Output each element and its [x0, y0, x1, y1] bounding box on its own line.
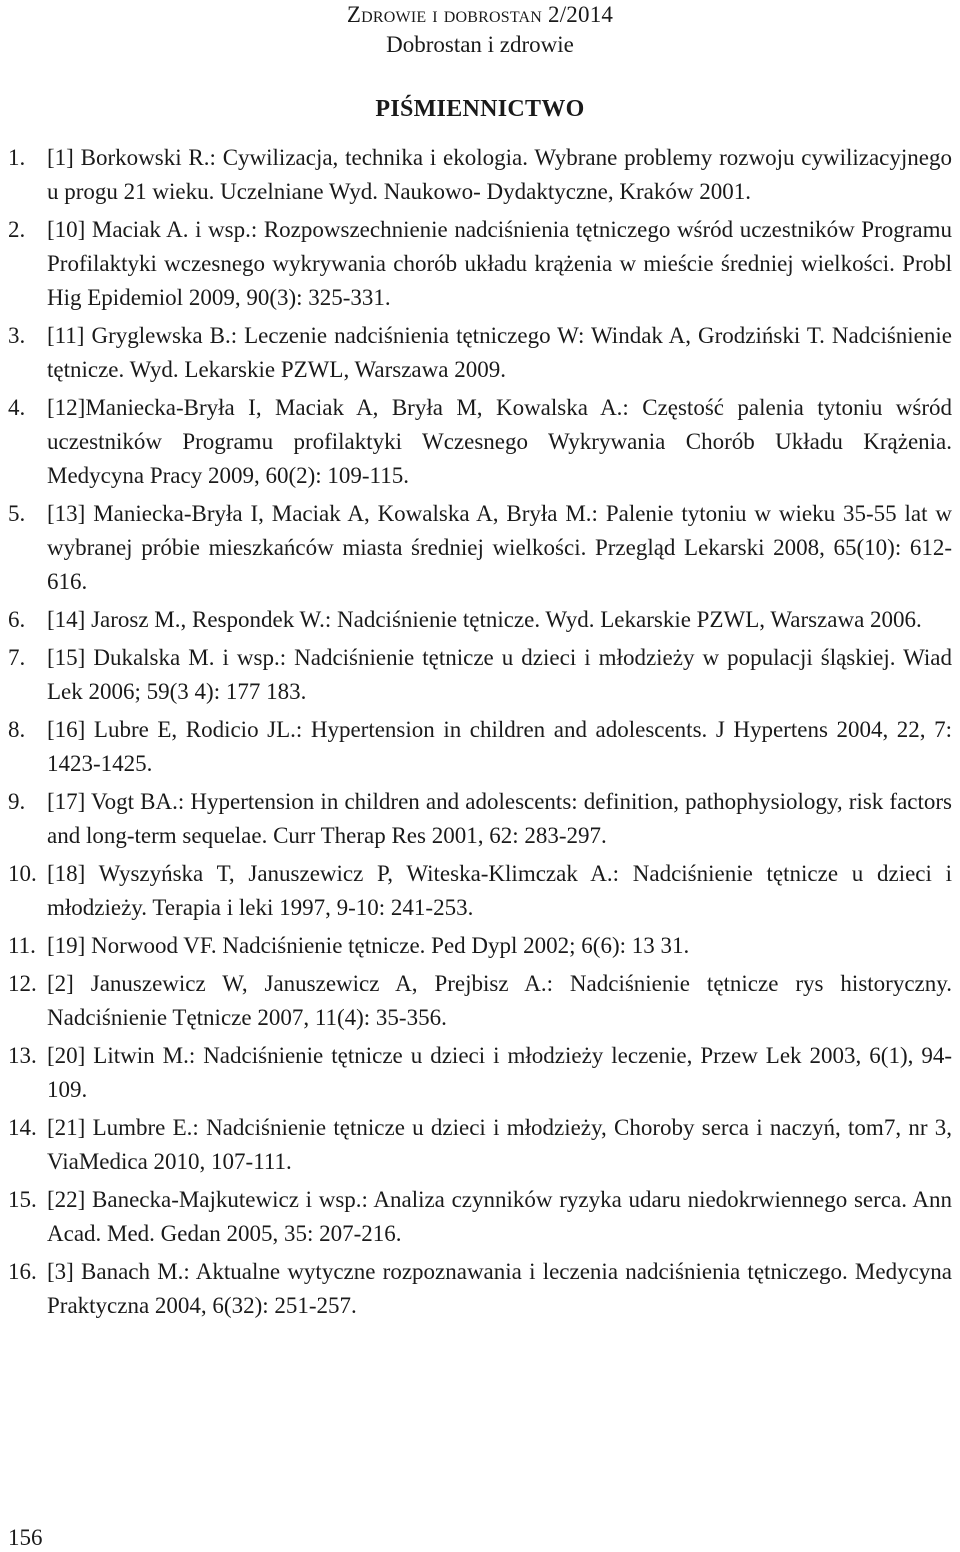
- running-header-journal: Zdrowie i dobrostan 2/2014: [346, 2, 614, 27]
- reference-text: [15] Dukalska M. i wsp.: Nadciśnienie tętnicze u dzieci i młodzieży w populacji śląskiej. Wiad Lek 2006; 59(3 4): 177 183.: [47, 645, 952, 704]
- reference-number: 6.: [8, 607, 26, 632]
- reference-number: 16.: [8, 1259, 37, 1284]
- reference-number: 9.: [8, 789, 26, 814]
- reference-item: [0, 713, 960, 781]
- reference-text: [17] Vogt BA.: Hypertension in children and adolescents: definition, pathophysiology, risk factors and long-term sequelae. Curr Therap Res 2001, 62: 283-297.: [47, 789, 952, 848]
- reference-text: [18] Wyszyńska T, Januszewicz P, Witeska-Klimczak A.: Nadciśnienie tętnicze u dzieci i młodzieży. Terapia i leki 1997, 9-10: 241-253.: [47, 861, 952, 920]
- reference-number: 5.: [8, 501, 26, 526]
- reference-item: [0, 857, 960, 925]
- reference-text: [14] Jarosz M., Respondek W.: Nadciśnienie tętnicze. Wyd. Lekarskie PZWL, Warszawa 2006.: [47, 607, 922, 632]
- reference-number: 11.: [8, 933, 36, 958]
- reference-text: [10] Maciak A. i wsp.: Rozpowszechnienie nadciśnienia tętniczego wśród uczestników Programu Profilaktyki wczesnego wykrywania chorób układu krążenia w mieście średniej wielkości. Probl Hig Epidemiol 2009, 90(3): 325-331.: [47, 217, 952, 310]
- reference-list: [0, 141, 960, 1327]
- reference-item: [0, 213, 960, 315]
- reference-text: [2] Januszewicz W, Januszewicz A, Prejbisz A.: Nadciśnienie tętnicze rys historyczny. Nadciśnienie Tętnicze 2007, 11(4): 35-356.: [47, 971, 952, 1030]
- reference-item: [0, 497, 960, 599]
- reference-number: 13.: [8, 1043, 37, 1068]
- reference-text: [1] Borkowski R.: Cywilizacja, technika i ekologia. Wybrane problemy rozwoju cywilizacyjnego u progu 21 wieku. Uczelniane Wyd. Naukowo- Dydaktyczne, Kraków 2001.: [47, 145, 952, 204]
- reference-item: [0, 1111, 960, 1179]
- reference-item: [0, 785, 960, 853]
- reference-item: [0, 1255, 960, 1323]
- page-number: 156: [8, 1525, 43, 1550]
- reference-number: 15.: [8, 1187, 37, 1212]
- reference-text: [13] Maniecka-Bryła I, Maciak A, Kowalska A, Bryła M.: Palenie tytoniu w wieku 35-55 lat w wybranej próbie mieszkańców miasta średniej wielkości. Przegląd Lekarski 2008, 65(10): 612-616.: [47, 501, 952, 594]
- reference-text: [20] Litwin M.: Nadciśnienie tętnicze u dzieci i młodzieży leczenie, Przew Lek 2003, 6(1), 94-109.: [47, 1043, 952, 1102]
- reference-text: [21] Lumbre E.: Nadciśnienie tętnicze u dzieci i młodzieży, Choroby serca i naczyń, tom7, nr 3, ViaMedica 2010, 107-111.: [47, 1115, 952, 1174]
- reference-number: 2.: [8, 217, 26, 242]
- reference-number: 7.: [8, 645, 26, 670]
- reference-text: [19] Norwood VF. Nadciśnienie tętnicze. Ped Dypl 2002; 6(6): 13 31.: [47, 933, 690, 958]
- reference-item: [0, 1039, 960, 1107]
- section-title: PIŚMIENNICTWO: [375, 96, 585, 122]
- reference-item: [0, 391, 960, 493]
- reference-item: [0, 603, 960, 637]
- reference-text: [12]Maniecka-Bryła I, Maciak A, Bryła M, Kowalska A.: Częstość palenia tytoniu wśród uczestników Programu profilaktyki Wczesnego Wykrywania Chorób Układu Krążenia. Medycyna Pracy 2009, 60(2): 109-115.: [47, 395, 952, 488]
- reference-number: 10.: [8, 861, 37, 886]
- reference-item: [0, 967, 960, 1035]
- reference-number: 3.: [8, 323, 26, 348]
- reference-item: [0, 141, 960, 209]
- reference-item: [0, 929, 960, 963]
- reference-item: [0, 1183, 960, 1251]
- reference-text: [16] Lubre E, Rodicio JL.: Hypertension in children and adolescents. J Hypertens 2004, 22, 7: 1423-1425.: [47, 717, 952, 776]
- reference-number: 12.: [8, 971, 37, 996]
- running-header-subtitle: Dobrostan i zdrowie: [386, 32, 574, 57]
- reference-text: [3] Banach M.: Aktualne wytyczne rozpoznawania i leczenia nadciśnienia tętniczego. Medycyna Praktyczna 2004, 6(32): 251-257.: [47, 1259, 952, 1318]
- reference-number: 8.: [8, 717, 26, 742]
- reference-text: [22] Banecka-Majkutewicz i wsp.: Analiza czynników ryzyka udaru niedokrwiennego serca. Ann Acad. Med. Gedan 2005, 35: 207-216.: [47, 1187, 952, 1246]
- reference-number: 1.: [8, 145, 26, 170]
- reference-item: [0, 319, 960, 387]
- reference-number: 4.: [8, 395, 26, 420]
- reference-text: [11] Gryglewska B.: Leczenie nadciśnienia tętniczego W: Windak A, Grodziński T. Nadciśnienie tętnicze. Wyd. Lekarskie PZWL, Warszawa 2009.: [47, 323, 952, 382]
- reference-item: [0, 641, 960, 709]
- reference-number: 14.: [8, 1115, 37, 1140]
